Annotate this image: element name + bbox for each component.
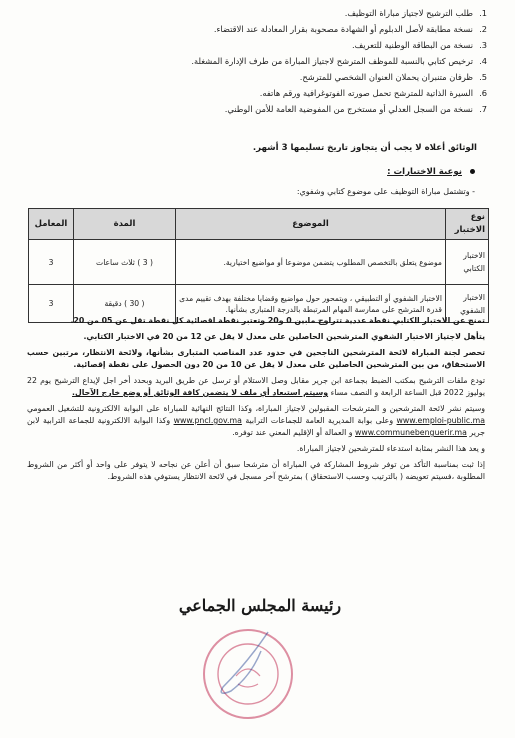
list-item: 1.طلب الترشيح لاجتياز مباراة التوظيف. <box>344 8 487 18</box>
cell-type: الاختبار الكتابي <box>446 240 489 285</box>
validity-note: الوثائق أعلاه لا يجب أن يتجاوز تاريخ تسليمها 3 أشهر. <box>252 143 477 153</box>
rule-paragraph: وسيتم نشر لائحة المترشحين و المترشحات المقبولين لاجتياز المباراة، وكذا النتائج النهائية للمباراة على البوابة الالكترونية للتشغيل العمومي www.emploi-public.ma وعلى بوابة المديرية العامة للجماعات الترابية www.pncl.gov.ma وكذا البوابة الالكترونية للجماعة الترابية لابن جرير www.communebenguerir.ma و العمالة أو الإقليم المعني عند توفره. <box>27 404 486 437</box>
header-type: نوع الاختبار <box>446 209 489 240</box>
cell-duration: ( 30 ) دقيقة <box>74 285 176 323</box>
exclusion-note: وسيتم استبعاد أي ملف لا يتضمن كافة الوثائق أو وضع خارج الآجال. <box>72 388 329 397</box>
rule-paragraph: تمنح عن الاختبار الكتابي نقطة عددية تتراوح مابين 0 و20 وتعتبر نقطة اقصائية كل نقطة تقل عن 05 من 20. <box>70 316 485 325</box>
list-item: 2.نسخة مطابقة لأصل الدبلوم أو الشهادة مصحوبة بقرار المعادلة عند الاقتضاء. <box>213 24 487 34</box>
exam-section-title: نوعية الاختبارات : <box>387 167 475 177</box>
exam-intro: - وتشتمل مباراة التوظيف على موضوع كتابي وشفوي: <box>296 187 475 196</box>
header-duration: المدة <box>74 209 176 240</box>
bullet-icon <box>470 169 475 174</box>
required-documents-list <box>32 8 487 120</box>
official-stamp-icon <box>198 624 298 724</box>
cell-subject: موضوع يتعلق بالتخصص المطلوب يتضمن موضوعا أو مواضيع اختيارية. <box>176 240 446 285</box>
list-item: 6.السيرة الذاتية للمترشح تحمل صورته الفوتوغرافية ورقم هاتفه. <box>259 88 487 98</box>
header-coefficient: المعامل <box>29 209 74 240</box>
cell-coefficient: 3 <box>29 240 74 285</box>
list-item: 5.ظرفان متنبران يحملان العنوان الشخصي للمترشح. <box>299 72 487 82</box>
cell-subject: الاختبار الشفوي أو التطبيقي ، ويتمحور حول مواضيع وقضايا مختلفة بهدف تقييم مدى قدرة المترشح على ممارسة المهام المرتبطة بالدرجة المتبارى بشأنها. <box>176 285 446 323</box>
commune-link[interactable]: www.communebenguerir.ma <box>355 428 467 437</box>
rule-paragraph: إذا ثبت بمناسبة التأكد من توفر شروط المشاركة في المباراة أن مترشحا سبق أن أعلن عن نجاحه لا يتوفر على واحد أو أكثر من الشروط المطلوبة ،فسيتم تعويضه ( بالترتيب وحسب الاستحقاق ) بمترشح آخر مسجل في لائحة الانتظار يستوفي هذه الشروط. <box>27 460 485 481</box>
rule-paragraph: تودع ملفات الترشيح بمكتب الضبط بجماعة ابن جرير مقابل وصل الاستلام أو ترسل عن طريق البريد وبحدد أخر اجل لإيداع الترشيح يوم 22 يوليوز 2022 قبل الساعة الرابعة و النصف مساء وسيتم استبعاد أي ملف لا يتضمن كافة الوثائق أو وضع خارج الآجال. <box>27 376 485 397</box>
rule-paragraph: تحصر لجنة المباراة لائحة المترشحين الناجحين في حدود عدد المناصب المتبارى بشأنها، ولائحة الانتظار، مرتبين حسب الاستحقاق، من بين المترشحين الحاصلين على معدل لا يقل عن 10 من 20 دون الحصول على نقطة إقصائية. <box>27 348 485 369</box>
cell-type: الاختبار الشفوي <box>446 285 489 323</box>
rule-paragraph: و يعد هذا النشر بمثابة استدعاء للمترشحين لاجتياز المباراة. <box>296 444 485 453</box>
cell-coefficient: 3 <box>29 285 74 323</box>
table-row <box>29 240 489 285</box>
list-item: 4.ترخيص كتابي بالنسبة للموظف المترشح لاجتياز المباراة من طرف الإدارة المشغلة. <box>191 56 487 66</box>
emploi-public-link[interactable]: www.emploi-public.ma <box>396 416 486 425</box>
pncl-link[interactable]: www.pncl.gov.ma <box>173 416 242 425</box>
header-subject: الموضوع <box>176 209 446 240</box>
table-header-row <box>29 209 489 240</box>
list-item: 3.نسخة من البطاقة الوطنية للتعريف. <box>352 40 487 50</box>
signature-title: رئيسة المجلس الجماعي <box>178 596 342 615</box>
rules-section <box>27 315 485 487</box>
exam-table <box>28 208 489 323</box>
list-item: 7.نسخة من السجل العدلي أو مستخرج من المفوضية العامة للأمن الوطني. <box>224 104 487 114</box>
cell-duration: ( 3 ) ثلاث ساعات <box>74 240 176 285</box>
rule-paragraph: يتأهل لاجتياز الاختبار الشفوي المترشحين الحاصلين على معدل لا يقل عن 12 من 20 في الاختبار الكتابي. <box>83 332 485 341</box>
